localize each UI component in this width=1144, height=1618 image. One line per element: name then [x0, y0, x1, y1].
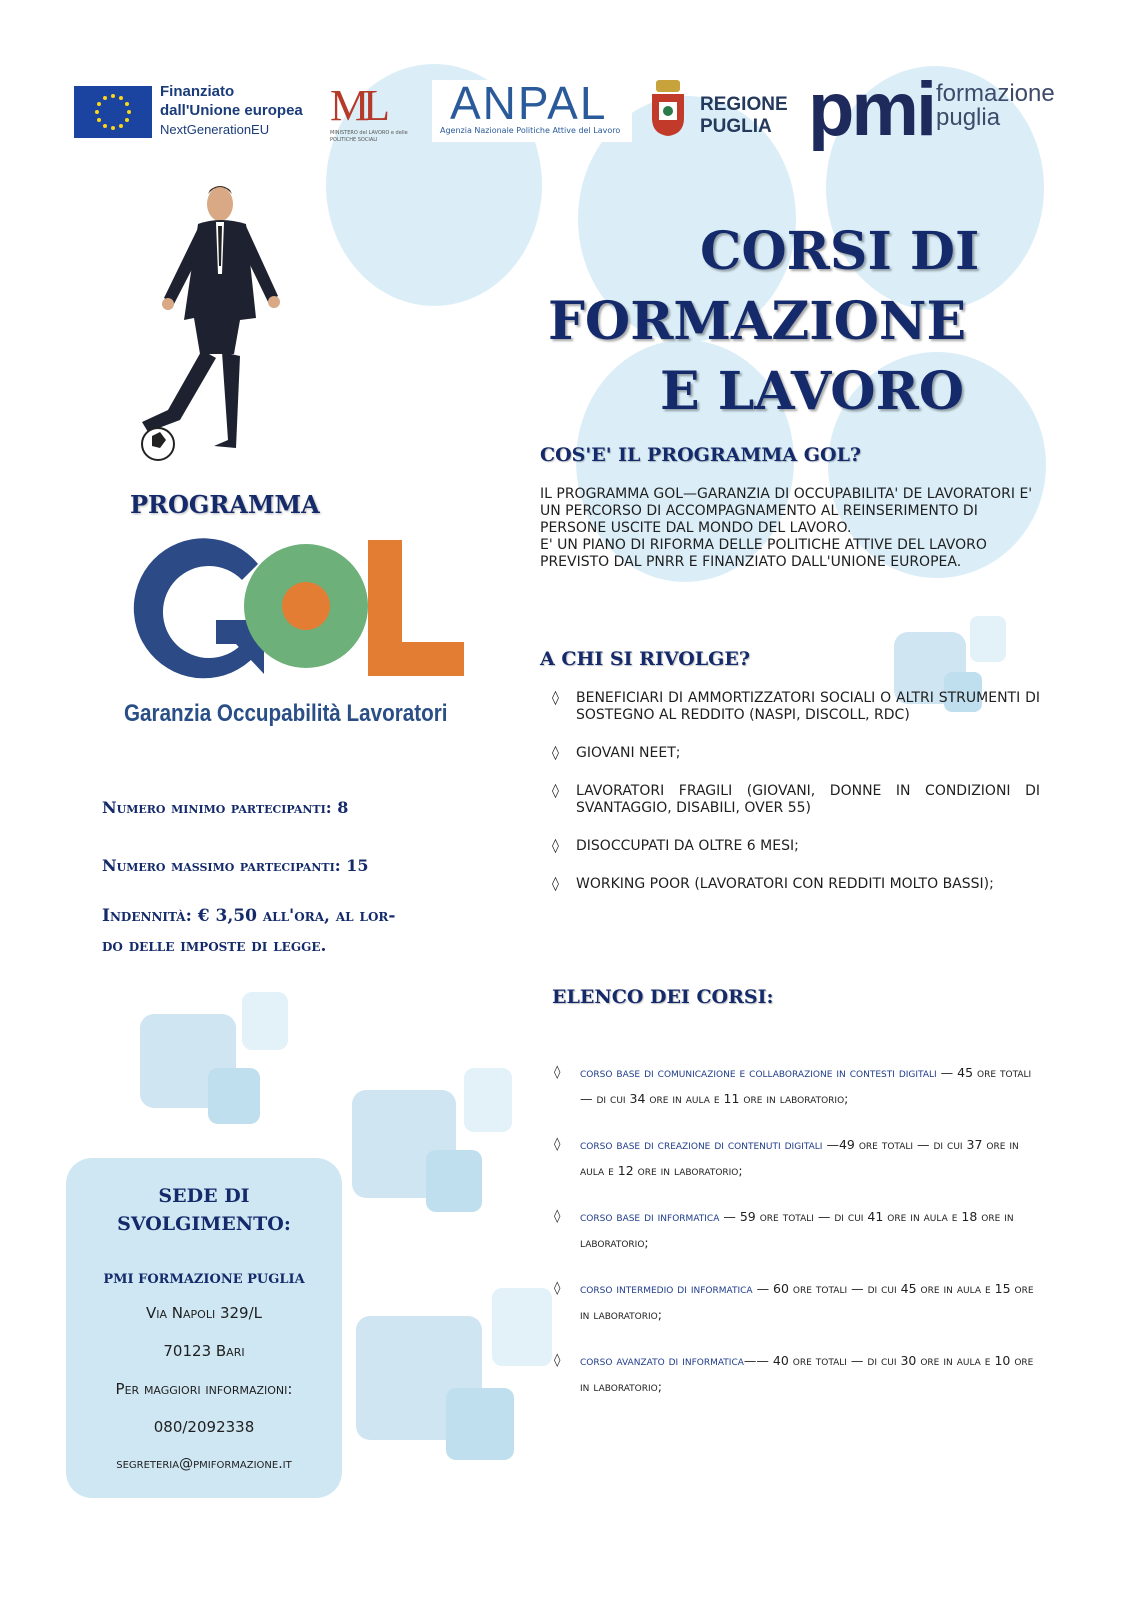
programma-label: PROGRAMMA: [130, 490, 320, 519]
course-item: [552, 1132, 1042, 1184]
bg-square: [446, 1388, 514, 1460]
eu-funding-text: [160, 82, 303, 139]
course-detail: — 59 ore totali — di cui 41 ore in aula e 18 ore in laboratorio;: [580, 1209, 1014, 1250]
diamond-bullet-icon: ◊: [552, 783, 559, 799]
anpal-logo-word: ANPAL: [450, 77, 608, 129]
sede-title-line2: SVOLGIMENTO:: [117, 1213, 291, 1235]
regione-line2: PUGLIA: [700, 116, 772, 137]
pmi-sub2: puglia: [936, 104, 1001, 131]
list-item: ◊ GIOVANI NEET;: [552, 745, 681, 761]
course-detail: — 45 ore totali — di cui 34 ore in aula e 11 ore in laboratorio;: [580, 1065, 1032, 1106]
course-detail: — 60 ore totali — di cui 45 ore in aula e 15 ore in laboratorio;: [580, 1281, 1034, 1322]
target-list: [550, 690, 1040, 914]
gol-logo: [118, 528, 478, 702]
diamond-bullet-icon: ◊: [552, 745, 559, 761]
bg-square: [492, 1288, 552, 1366]
sede-more-info: Per maggiori informazioni:: [115, 1380, 293, 1398]
gol-paragraph-1: IL PROGRAMMA GOL—GARANZIA DI OCCUPABILITA' DE LAVORATORI E' UN PERCORSO DI ACCOMPAGNAMENTO AL REINSERIMENTO DI PERSONE USCITE DAL MONDO DEL LAVORO.: [540, 486, 1033, 536]
indennita-line1: Indennità: € 3,50 all'ora, al lor-: [102, 906, 396, 926]
course-item: [552, 1204, 1042, 1256]
pmi-logo-sub: [936, 82, 1055, 130]
eu-line1: Finanziato: [160, 83, 235, 100]
ministry-logo-mark: ML: [330, 81, 384, 130]
sede-address: Via Napoli 329/L: [145, 1304, 263, 1322]
min-participants: Numero minimo partecipanti: 8: [102, 798, 349, 817]
bg-square: [426, 1150, 482, 1212]
list-item: ◊ LAVORATORI FRAGILI (GIOVANI, DONNE IN CONDIZIONI DI SVANTAGGIO, DISABILI, OVER 55): [552, 783, 1040, 816]
course-name: corso base di informatica: [580, 1209, 720, 1224]
sede-title: [66, 1182, 342, 1238]
anpal-caption: Agenzia Nazionale Politiche Attive del Lavoro: [440, 126, 621, 135]
course-item: [552, 1276, 1042, 1328]
list-item: ◊ WORKING POOR (LAVORATORI CON REDDITI MOLTO BASSI);: [552, 876, 994, 892]
diamond-bullet-icon: ◊: [554, 1281, 561, 1296]
indennita-line2: do delle imposte di legge.: [102, 936, 327, 956]
diamond-bullet-icon: ◊: [554, 1353, 561, 1368]
bg-square: [242, 992, 288, 1050]
sede-phone[interactable]: 080/2092338: [153, 1418, 255, 1436]
regione-line1: REGIONE: [700, 94, 788, 115]
pmi-sub1: formazione: [936, 80, 1055, 107]
eu-line3: NextGenerationEU: [160, 122, 270, 137]
bg-square: [208, 1068, 260, 1124]
eu-line2: dall'Unione europea: [160, 102, 303, 119]
ministry-logo: [330, 81, 408, 144]
sede-city: 70123 Bari: [163, 1342, 245, 1360]
courses-list: [552, 1060, 1042, 1420]
bg-square: [970, 616, 1006, 662]
ministry-caption: MINISTERO del LAVORO e delle POLITICHE SOCIALI: [330, 130, 408, 143]
course-item: [552, 1060, 1042, 1112]
sede-title-line1: SEDE DI: [158, 1185, 250, 1207]
diamond-bullet-icon: ◊: [554, 1065, 561, 1080]
diamond-bullet-icon: ◊: [552, 876, 559, 892]
list-item: ◊ BENEFICIARI DI AMMORTIZZATORI SOCIALI O ALTRI STRUMENTI DI SOSTEGNO AL REDDITO (NASPI, DISCOLL, RDC): [552, 690, 1040, 723]
pmi-logo: pmi: [808, 67, 935, 152]
course-name: corso base di creazione di contenuti digitali: [580, 1137, 823, 1152]
courses-heading: ELENCO DEI CORSI:: [552, 986, 774, 1008]
diamond-bullet-icon: ◊: [552, 690, 559, 706]
title-line2: FORMAZIONE: [548, 291, 967, 352]
eu-flag-logo: [74, 86, 152, 138]
businessman-ball-illustration: [128, 178, 298, 472]
gol-description: [540, 486, 1040, 571]
gol-paragraph-2: E' UN PIANO DI RIFORMA DELLE POLITICHE ATTIVE DEL LAVORO PREVISTO DAL PNRR E FINANZIATO DALL'UNIONE EUROPEA.: [540, 537, 987, 570]
anpal-logo: [432, 77, 632, 142]
gol-heading: COS'E' IL PROGRAMMA GOL?: [540, 444, 862, 466]
title-line1: CORSI DI: [700, 221, 980, 282]
title-line3: E LAVORO: [660, 361, 965, 422]
course-name: corso base di comunicazione e collaborazione in contesti digitali: [580, 1065, 937, 1080]
course-name: corso avanzato di informatica: [580, 1353, 744, 1368]
gol-subtitle: Garanzia Occupabilità Lavoratori: [124, 700, 448, 727]
list-item: ◊ DISOCCUPATI DA OLTRE 6 MESI;: [552, 838, 799, 854]
bg-square: [464, 1068, 512, 1132]
course-detail: —— 40 ore totali — di cui 30 ore in aula e 10 ore in laboratorio;: [580, 1353, 1034, 1394]
sede-org: PMI FORMAZIONE PUGLIA: [103, 1272, 305, 1287]
course-detail: —49 ore totali — di cui 37 ore in aula e 12 ore in laboratorio;: [580, 1137, 1019, 1178]
diamond-bullet-icon: ◊: [552, 838, 559, 854]
diamond-bullet-icon: ◊: [554, 1137, 561, 1152]
course-item: [552, 1348, 1042, 1400]
sede-email[interactable]: segreteria@pmiformazione.it: [116, 1456, 292, 1472]
regione-puglia-crest-icon: [650, 78, 686, 138]
max-participants: Numero massimo partecipanti: 15: [102, 856, 369, 875]
target-heading: A CHI SI RIVOLGE?: [540, 648, 750, 670]
course-name: corso intermedio di informatica: [580, 1281, 753, 1296]
diamond-bullet-icon: ◊: [554, 1209, 561, 1224]
regione-puglia-text: [700, 94, 788, 138]
